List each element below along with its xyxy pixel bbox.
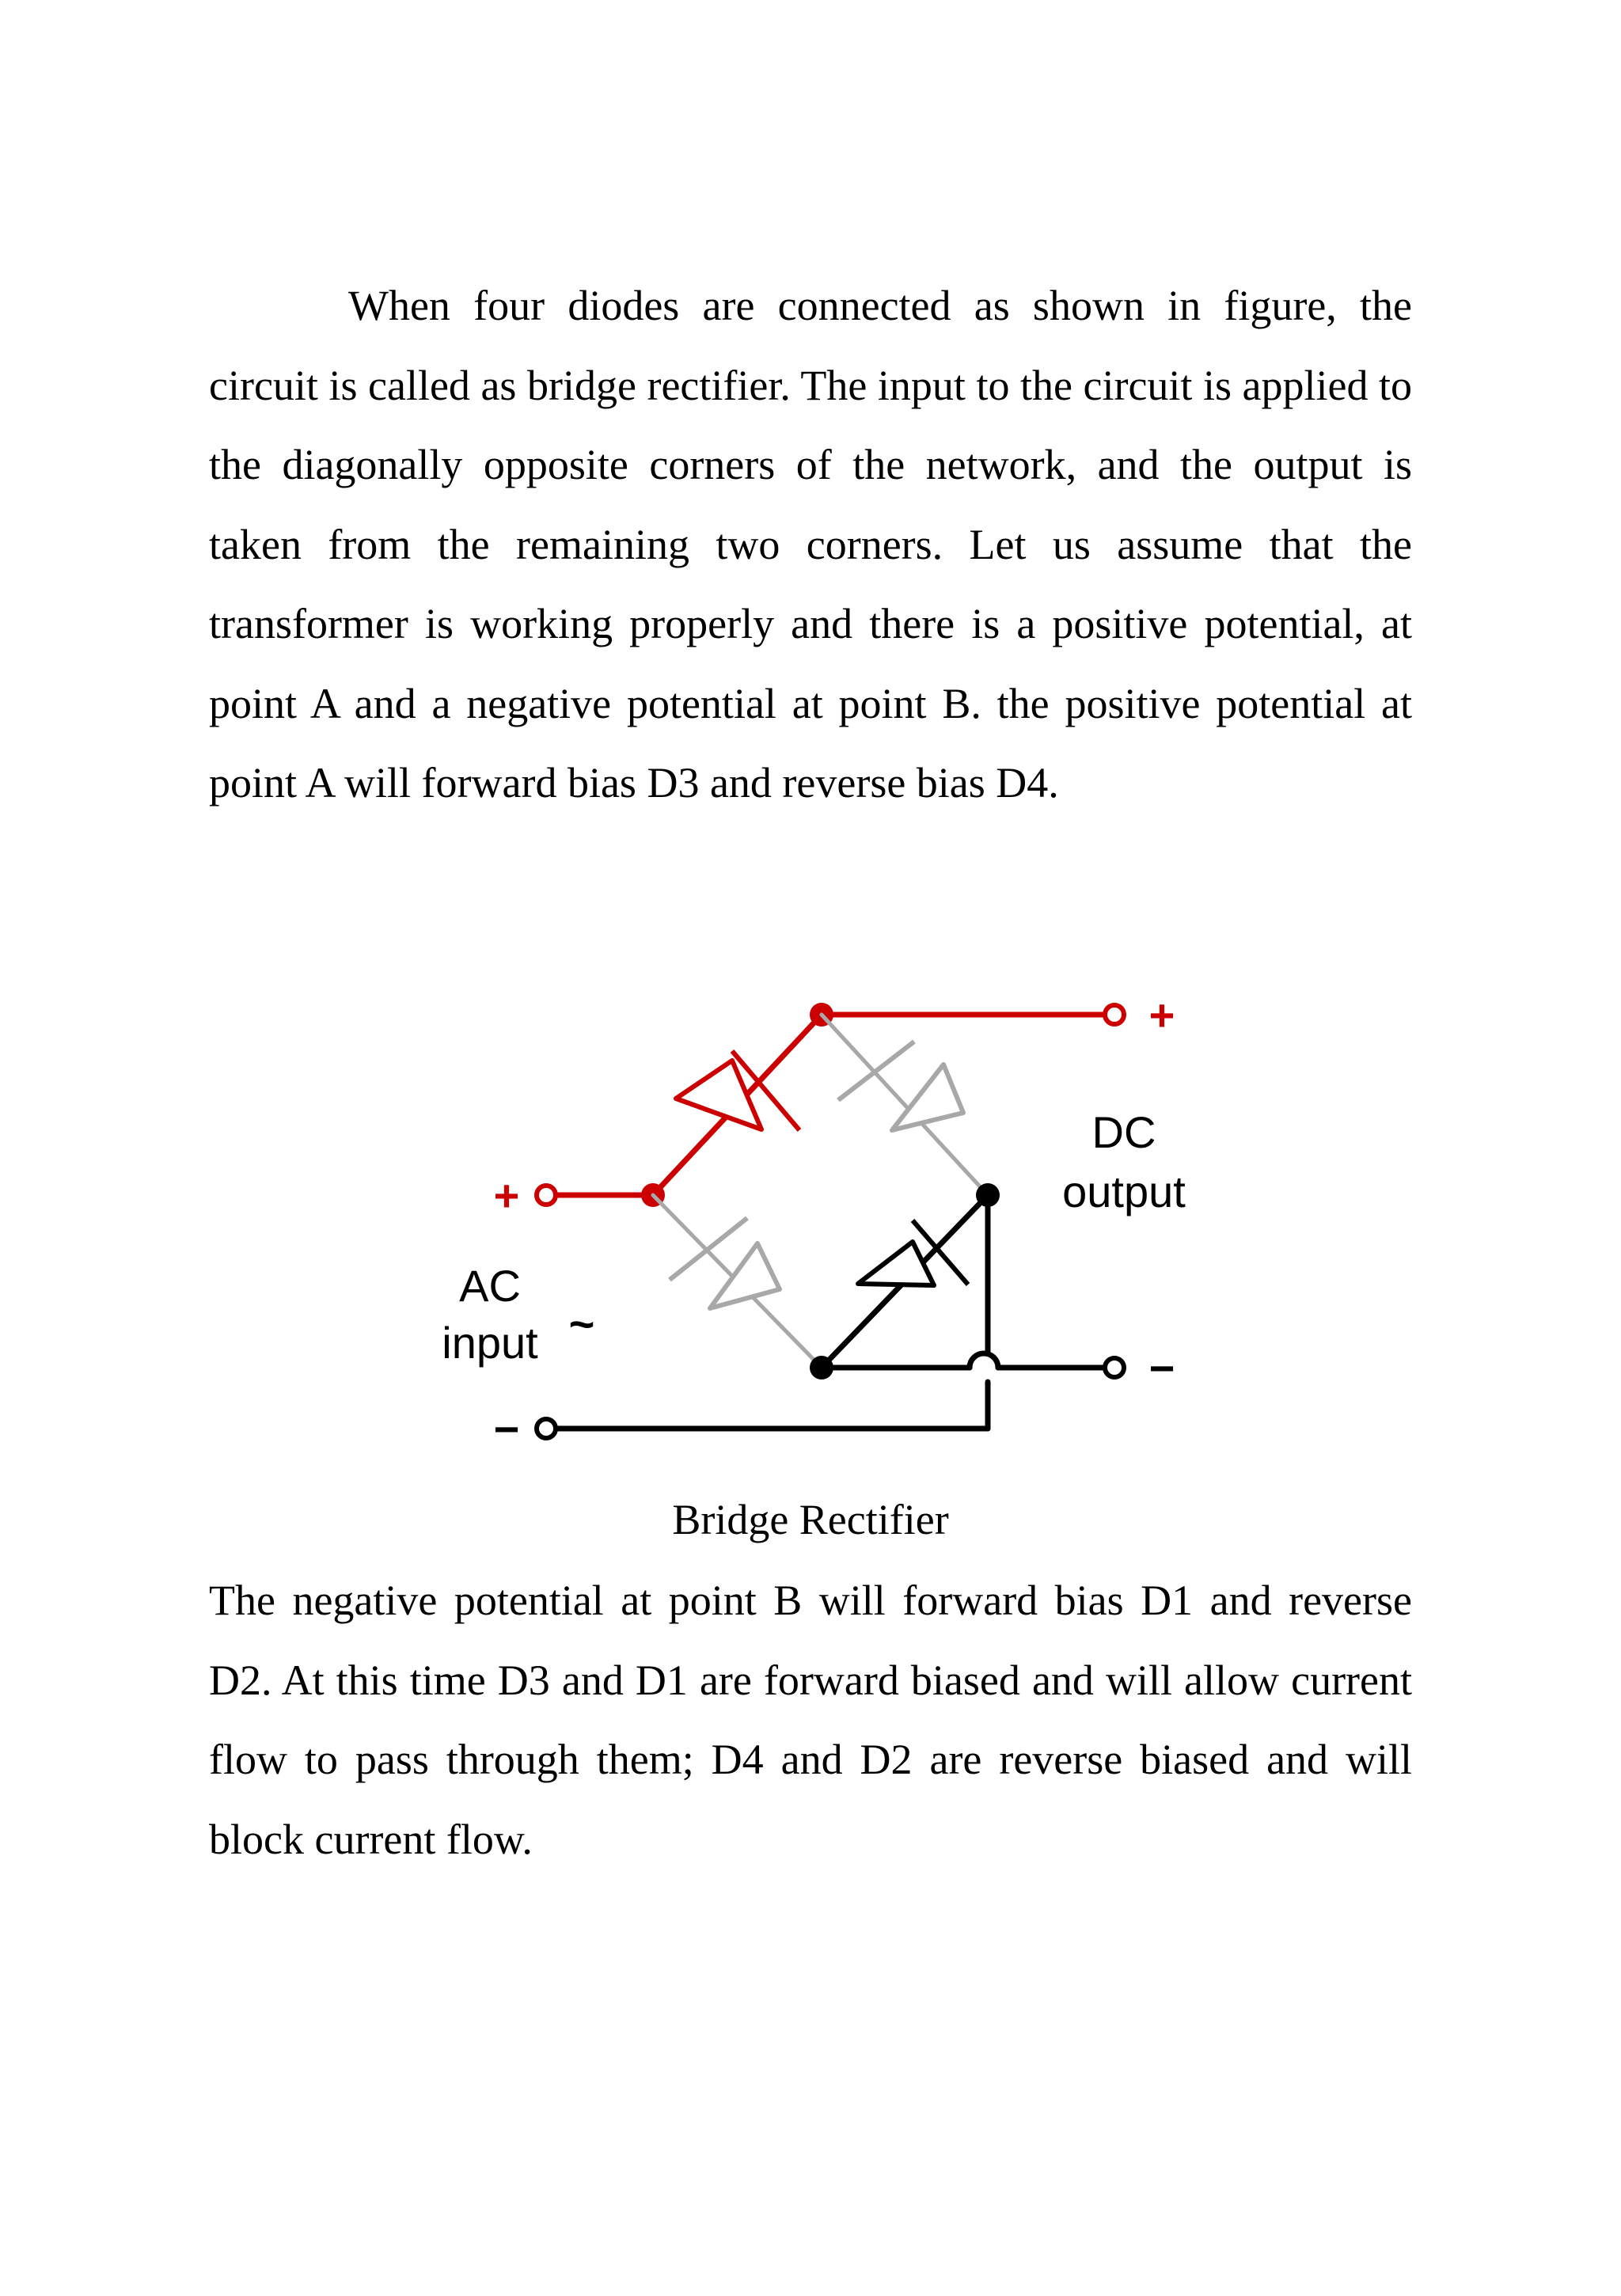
dc-minus-terminal <box>1105 1358 1124 1377</box>
ac-plus-terminal <box>537 1186 556 1205</box>
ac-minus-label: − <box>493 1404 520 1454</box>
blocking-paths <box>653 1015 988 1368</box>
dc-plus-label: + <box>1148 990 1175 1040</box>
ac-symbol: ~ <box>568 1299 595 1349</box>
paragraph-intro: When four diodes are connected as shown in figure, the circuit is called as bridge rectifier. The input to the circuit is applied to the diagonally opposite corners of the network, and the output is taken from the remaining two corners. Let us assume that the transformer is working properly and there is a positive potential, at point A and a negative potential at point B. the positive potential at point A will forward bias D3 and reverse bias D4. <box>209 282 1412 806</box>
dc-plus-terminal <box>1105 1005 1124 1024</box>
figure-caption: Bridge Rectifier <box>672 1496 949 1543</box>
dc-minus-label: − <box>1148 1343 1175 1393</box>
ac-minus-terminal <box>537 1419 556 1438</box>
node-right <box>976 1183 1000 1207</box>
ac-label-line2: input <box>442 1318 538 1368</box>
node-b <box>810 1356 833 1379</box>
ac-label-line1: AC <box>459 1261 521 1311</box>
bridge-rectifier-figure <box>412 981 1235 1472</box>
circuit-diagram <box>412 981 1235 1472</box>
dc-label-line2: output <box>1062 1167 1186 1216</box>
conducting-path <box>554 1015 1108 1195</box>
d2-branch-wire <box>822 1015 988 1195</box>
wire-crossover <box>970 1353 998 1368</box>
paragraph-conclusion: The negative potential at point B will forward bias D1 and reverse D2. At this time D3 and D1 are forward biased and will allow current flow to pass through them; D4 and D2 are reverse biased and will block current flow. <box>209 1577 1412 1863</box>
ac-plus-label: + <box>493 1171 520 1220</box>
dc-label-line1: DC <box>1091 1107 1156 1157</box>
return-path <box>554 1195 1108 1429</box>
diode-d3 <box>676 1051 799 1130</box>
